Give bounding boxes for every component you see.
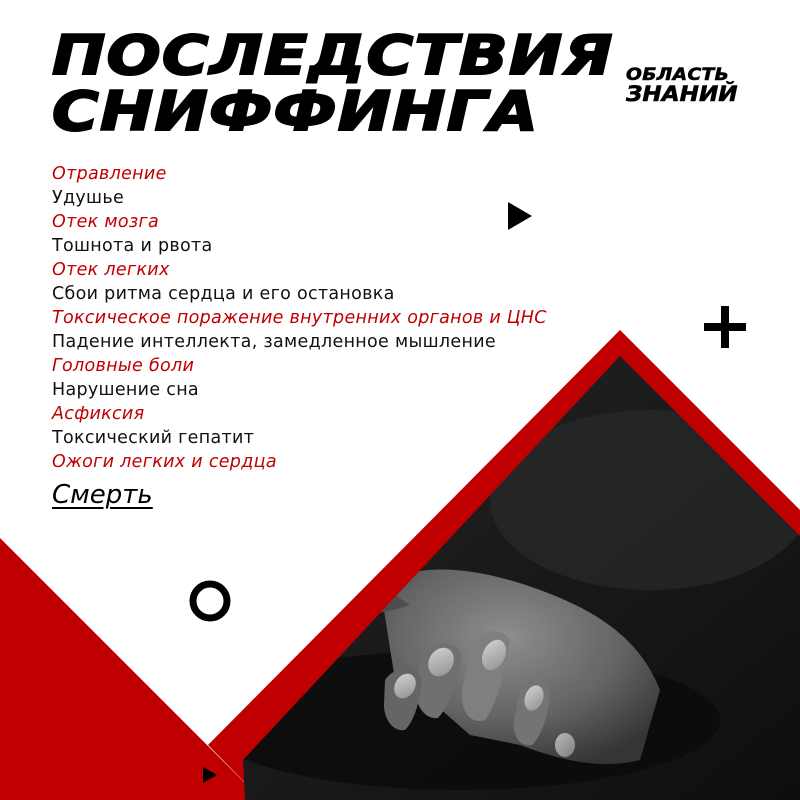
effect-item: Тошнота и рвота [52,236,213,256]
effect-item: Ожоги легких и сердца [52,452,277,472]
effect-item: Нарушение сна [52,380,199,400]
effect-item: Головные боли [52,356,195,376]
effects-list [52,162,547,474]
effect-item: Токсическое поражение внутренних органов и ЦНС [52,308,547,328]
effect-item: Асфиксия [52,404,145,424]
ring-icon [193,584,227,618]
title-line-1: ПОСЛЕДСТВИЯ [52,24,614,87]
effect-item: Отек мозга [52,212,160,232]
effect-item: Падение интеллекта, замедленное мышление [52,332,496,352]
effect-item: Токсический гепатит [52,428,255,448]
effect-item: Отек легких [52,260,170,280]
effect-item: Удушье [52,188,125,208]
brand-line-2: ЗНАНИЙ [626,82,738,106]
effect-item: Отравление [52,164,167,184]
page-title [52,24,614,143]
plus-icon [704,306,746,348]
brand-line-1: ОБЛАСТЬ [626,65,730,85]
effect-item: Сбои ритма сердца и его остановка [52,284,395,304]
brand-logo [626,66,738,104]
final-effect: Смерть [52,480,153,510]
title-line-2: СНИФФИНГА [52,80,540,143]
